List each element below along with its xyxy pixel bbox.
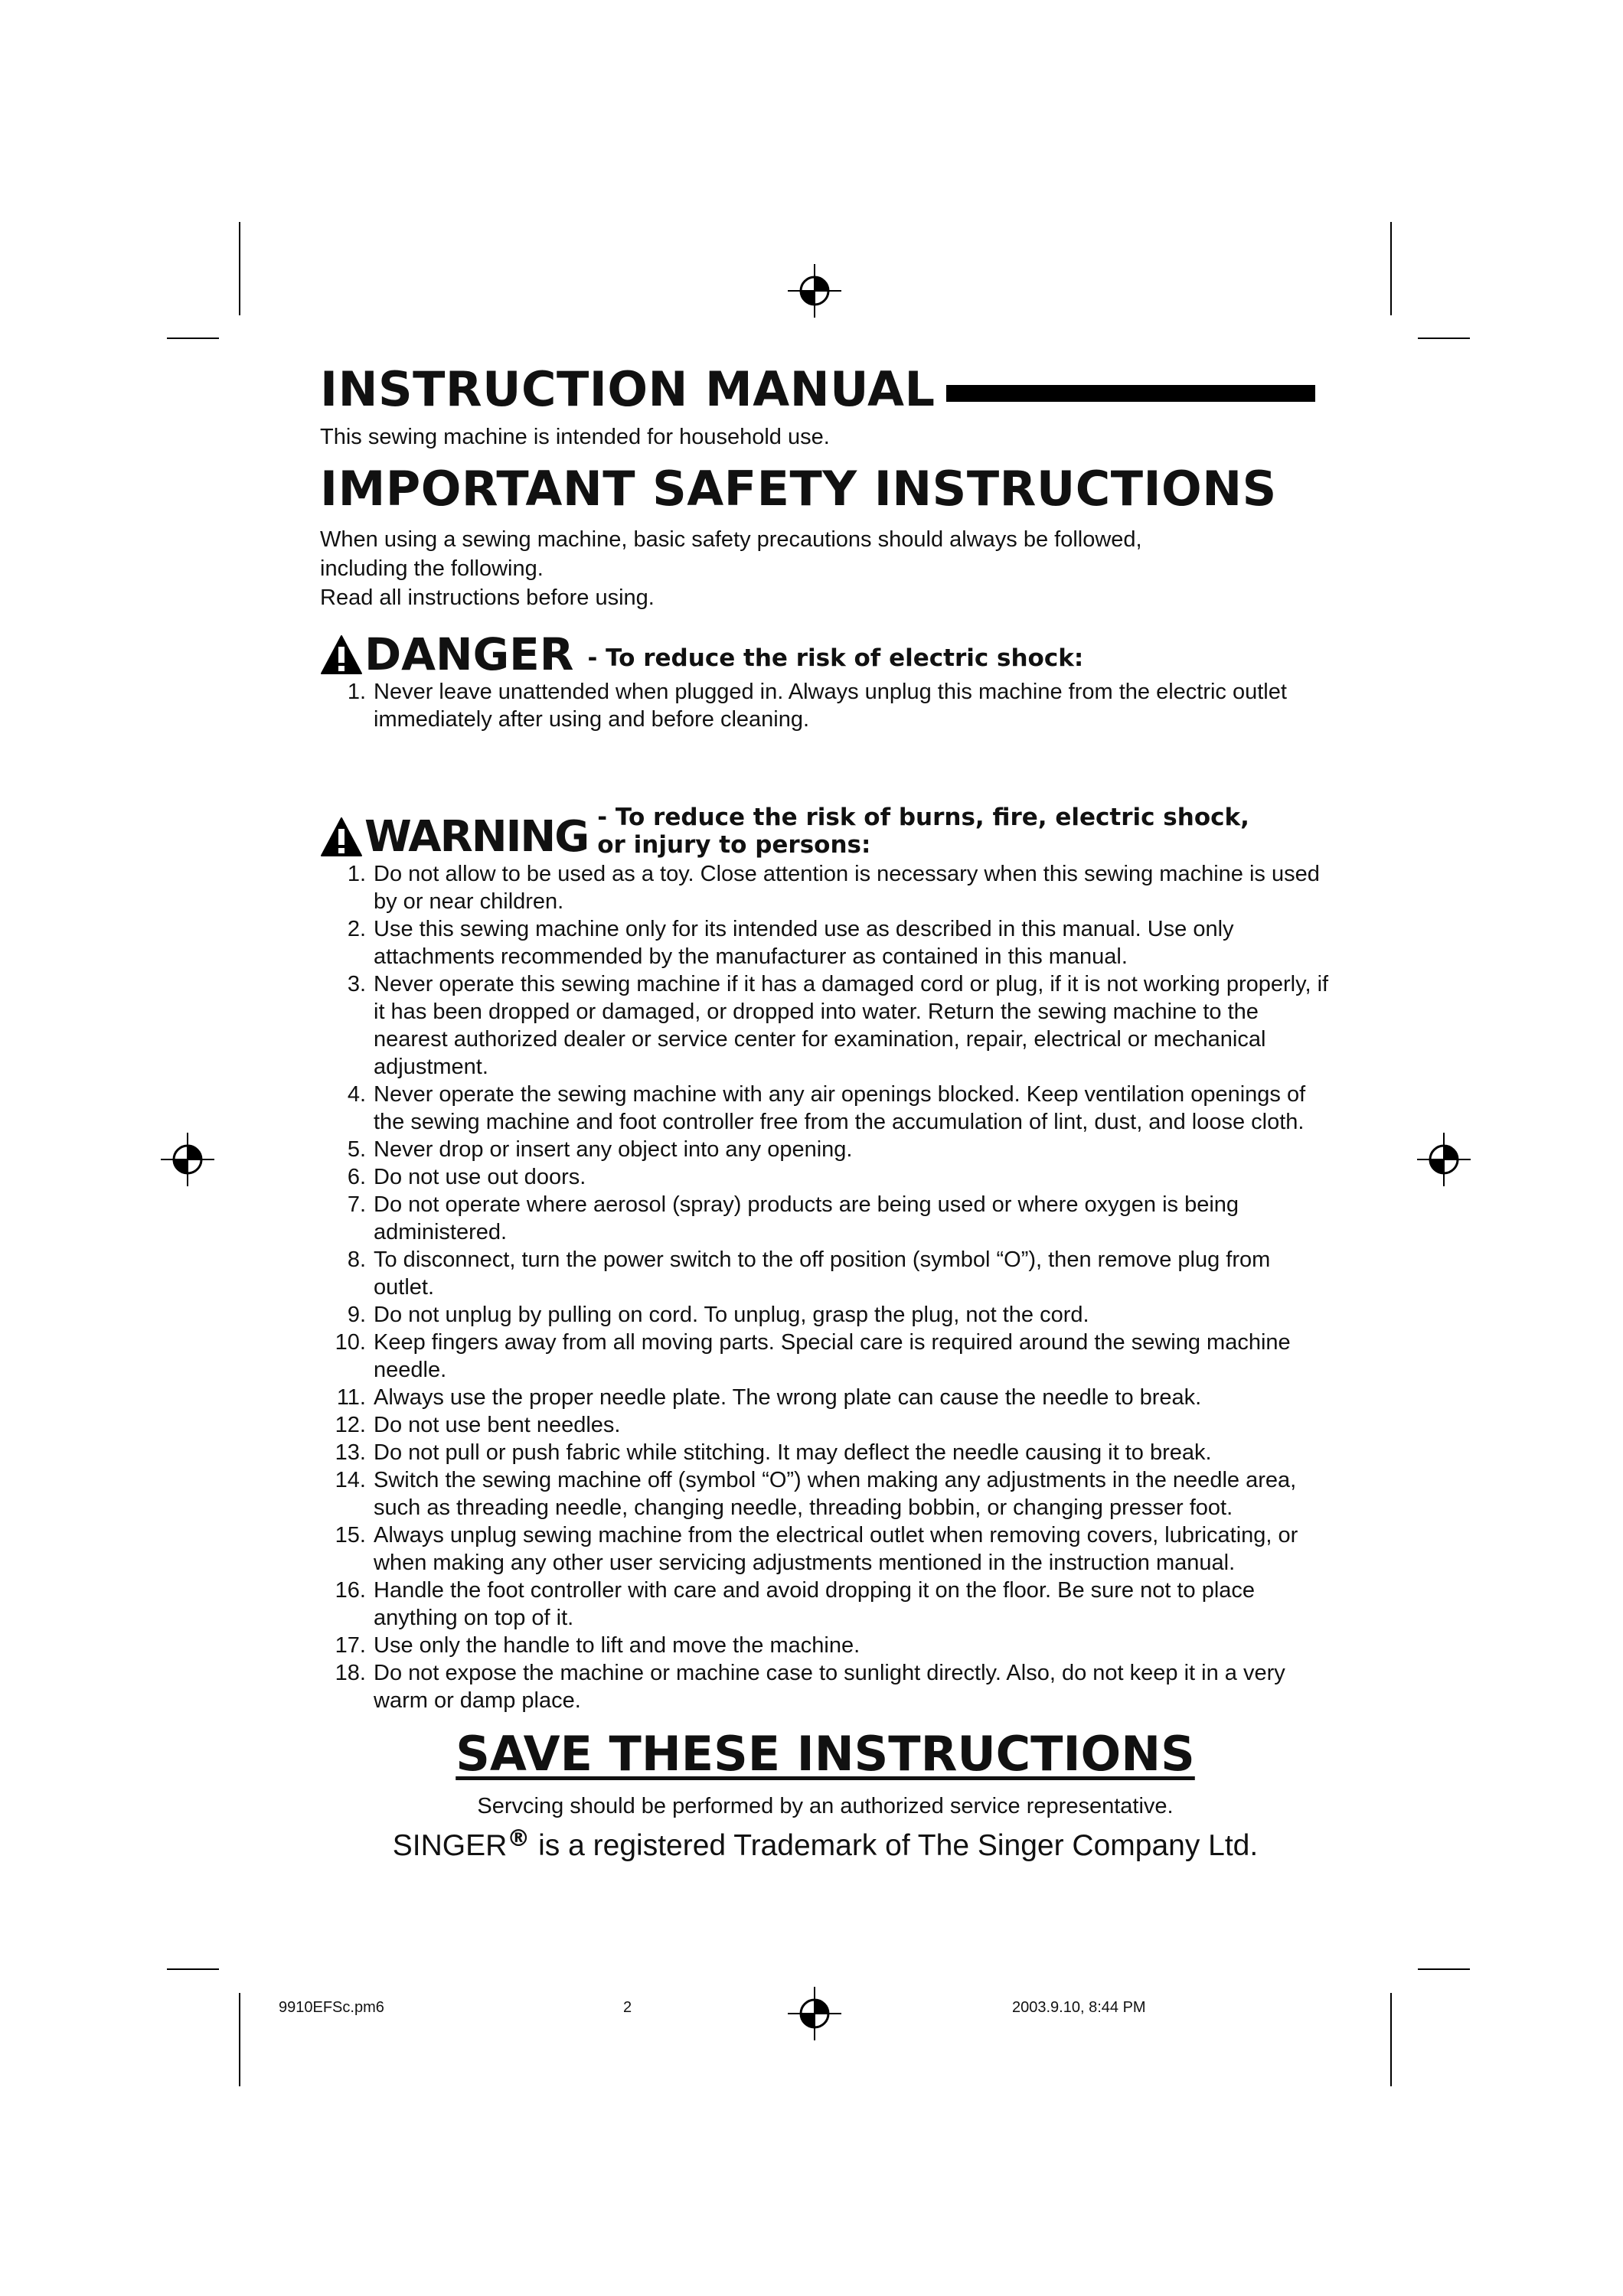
list-item: 3. Never operate this sewing machine if it has a damaged cord or plug, if it is not working properly, if it has been dropped or damaged, or dropped into water. Return the sewing machine to the nearest authorized dealer or service center for examination, repair, electrical or mechanical adjustment. [347,972,1329,1079]
trademark-note: SINGER® is a registered Trademark of The Singer Company Ltd. [392,1825,1259,1863]
footer-timestamp: 2003.9.10, 8:44 PM [1012,1999,1146,2016]
list-item: 7. Do not operate where aerosol (spray) products are being used or where oxygen is being administered. [347,1192,1239,1244]
warning-label: WARNING [364,812,589,862]
intro-line: including the following. [320,556,544,581]
registration-mark-icon [788,1987,841,2040]
warning-list [320,860,1331,1714]
list-item: 1. Never leave unattended when plugged in. Always unplug this machine from the electric outlet immediately after using and before cleaning. [347,680,1287,732]
household-use-note: This sewing machine is intended for household use. [320,425,830,449]
danger-description: - To reduce the risk of electric shock: [587,644,1084,672]
list-item: 14. Switch the sewing machine off (symbol “O”) when making any adjustments in the needle area, such as threading needle, changing needle, threading bobbin, or changing presser foot. [335,1468,1297,1520]
crop-mark [1390,1993,1392,2086]
registration-mark-icon [161,1133,214,1186]
list-item: 5. Never drop or insert any object into any opening. [347,1137,853,1162]
list-item: 13. Do not pull or push fabric while stitching. It may deflect the needle causing it to break. [335,1440,1212,1465]
footer-filename: 9910EFSc.pm6 [279,1999,384,2016]
list-item: 2. Use this sewing machine only for its intended use as described in this manual. Use only attachments recommended by the manufacturer as contained in this manual. [347,917,1234,969]
brand-name: SINGER [392,1829,508,1863]
danger-label: DANGER [364,628,574,680]
list-item: 11. Always use the proper needle plate. The wrong plate can cause the needle to break. [336,1385,1202,1410]
list-item: 10. Keep fingers away from all moving parts. Special care is required around the sewing machine needle. [335,1330,1291,1382]
list-item: 12. Do not use bent needles. [335,1413,621,1437]
warning-triangle-icon [320,634,363,677]
intro-line: When using a sewing machine, basic safety precautions should always be followed, [320,527,1142,552]
crop-mark [167,338,219,339]
list-item: 4. Never operate the sewing machine with any air openings blocked. Keep ventilation openings of the sewing machine and foot controller free from the accumulation of lint, dust, and loose cloth. [347,1082,1306,1134]
list-item: 16. Handle the foot controller with care and avoid dropping it on the floor. Be sure not to place anything on top of it. [335,1578,1256,1630]
list-item: 6. Do not use out doors. [347,1165,586,1189]
registration-mark-icon [788,264,841,318]
safety-intro [320,525,1331,612]
instruction-manual-heading [320,361,1331,417]
crop-mark [167,1968,219,1970]
service-note: Servcing should be performed by an authorized service representative. [477,1794,1174,1819]
manual-content [320,361,1331,1863]
crop-mark [1418,1968,1470,1970]
warning-triangle-icon [320,816,363,859]
danger-heading [320,628,1331,680]
list-item: 1. Do not allow to be used as a toy. Close attention is necessary when this sewing machine is used by or near children. [347,862,1320,914]
crop-mark [239,222,240,315]
crop-mark [239,1993,240,2086]
danger-list [320,678,1331,733]
save-instructions-heading: SAVE THESE INSTRUCTIONS [456,1726,1195,1782]
list-item: 18. Do not expose the machine or machine case to sunlight directly. Also, do not keep it in a very warm or damp place. [335,1661,1285,1713]
intro-line: Read all instructions before using. [320,585,655,610]
warning-heading [320,804,1331,862]
list-item: 8. To disconnect, turn the power switch to the off position (symbol “O”), then remove plug from outlet. [347,1247,1271,1300]
title-rule [946,385,1315,402]
page-title: INSTRUCTION MANUAL [320,361,936,417]
safety-heading: IMPORTANT SAFETY INSTRUCTIONS [320,461,1277,517]
registration-mark-icon [1417,1133,1471,1186]
footer-page-number: 2 [623,1999,632,2016]
warning-description: - To reduce the risk of burns, fire, electric shock, or injury to persons: [597,804,1249,859]
list-item: 17. Use only the handle to lift and move the machine. [335,1633,860,1658]
crop-mark [1418,338,1470,339]
list-item: 9. Do not unplug by pulling on cord. To unplug, grasp the plug, not the cord. [347,1303,1089,1327]
registered-mark: ® [507,1825,531,1853]
crop-mark [1390,222,1392,315]
list-item: 15. Always unplug sewing machine from the electrical outlet when removing covers, lubricating, or when making any other user servicing adjustments mentioned in the instruction manual. [335,1523,1298,1575]
